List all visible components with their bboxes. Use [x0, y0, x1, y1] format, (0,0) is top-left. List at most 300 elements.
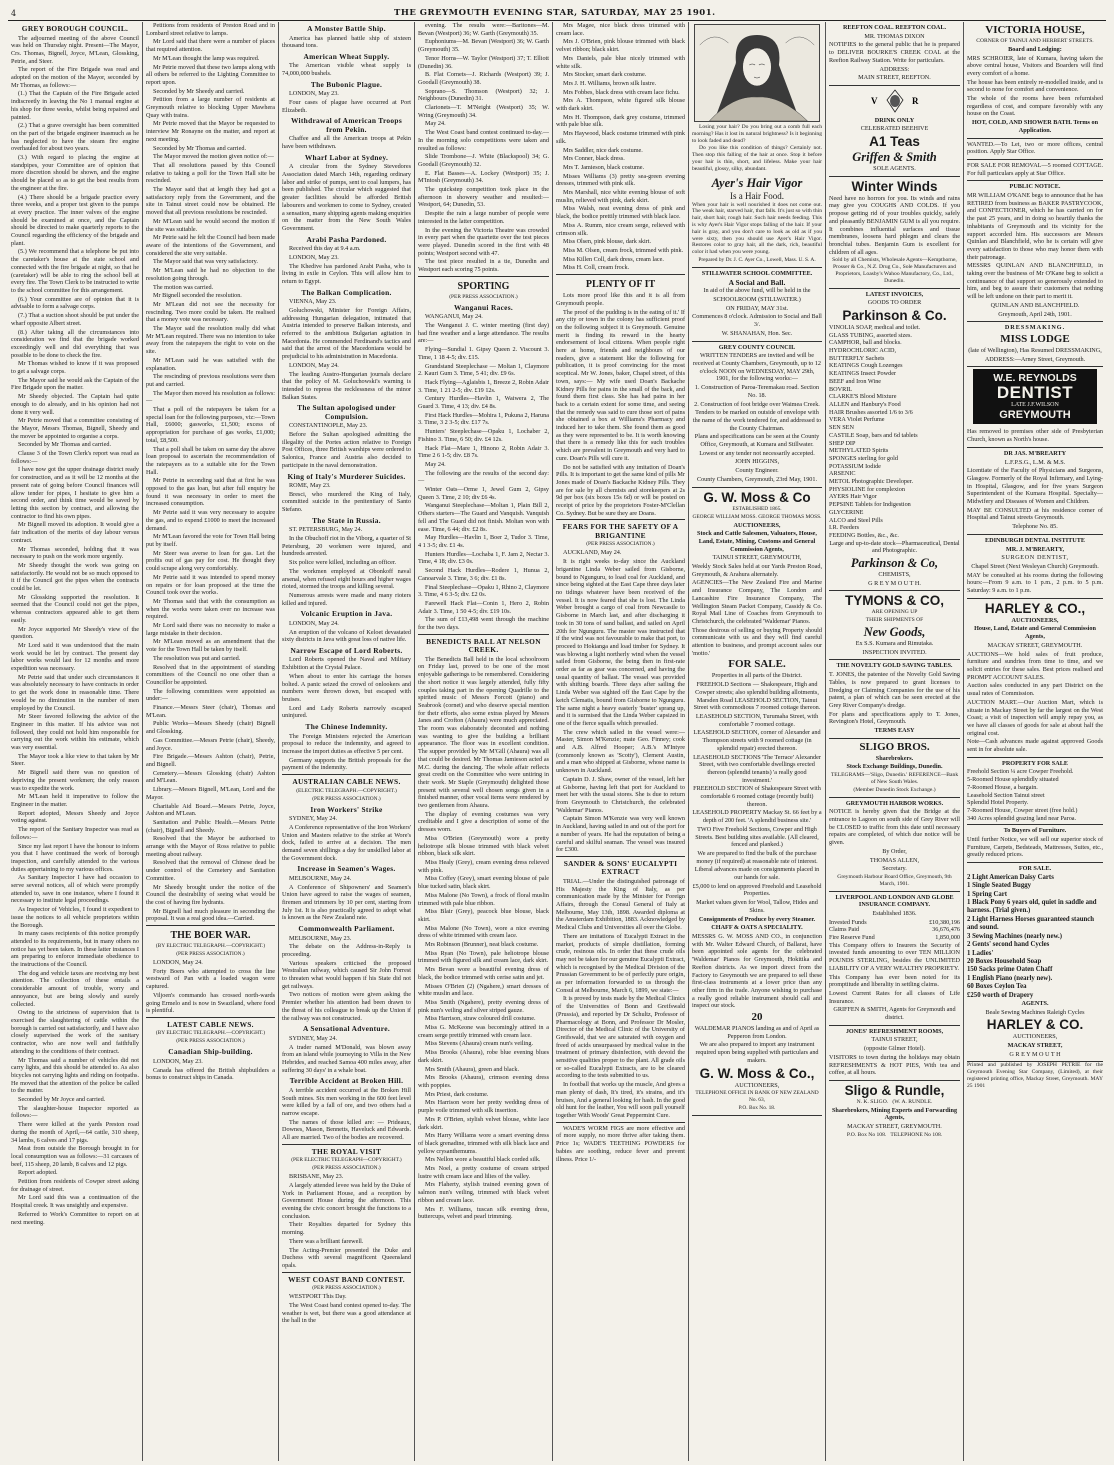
paragraph: Clause 3 of the Town Clerk's report was read as follows:—	[11, 450, 139, 465]
paragraph: That a poll shall be taken on same day the above loan proposal to ascertain the recommendation of the ratepayers as to a suitable site for the Town Hall.	[146, 445, 275, 476]
paragraph: TRIAL.—Under the distinguished patronage of His Majesty the King of Italy, as per communication made by the Minister for Foreign Affairs, through the Consul General of Italy at Melbourne, May 13th, 1898. Awarded diploma at the Amsterdam Exhibition, 1883. Acknowledged by Medical Clubs and Universities all over the Globe.	[556, 877, 685, 932]
paragraph: Lord and Lady Roberts narrowly escaped uninjured.	[282, 704, 411, 720]
article-heading: Canadian Ship-building.	[168, 1047, 253, 1057]
dateline: (PER PRESS ASSOCIATION.)	[449, 293, 518, 300]
advert-title: JONES' REFRESHMENT ROOMS,	[845, 1027, 944, 1035]
advert-text: G R E Y M O U T H.	[868, 579, 921, 587]
paragraph: Mr Sheedy thought the work was going on satisfactorily. He would not be so much opposed to it if the Council got the pipes when the contracts could be let.	[11, 561, 139, 593]
article-heading: THE ROYAL VISIT	[311, 1146, 382, 1156]
article-heading: PLENTY OF IT	[585, 279, 656, 291]
article-heading: Wharf Labor at Sydney.	[304, 152, 389, 162]
product-item: VINOLIA SOAP, medical and toilet.	[829, 323, 921, 331]
sale-item: 60 Boxes Ceylon Tea	[967, 983, 1027, 991]
paragraph: Mr Bignell said there was no question of depriving the present workmen; the only reason was to expedite the work.	[11, 769, 139, 792]
paragraph: Petitions from residents of Preston Road and in Lombard street relative to lamps.	[146, 22, 275, 37]
paragraph: Resolved that the Mayor be authorised to arrange with the Mayor of Ross relative to public meeting about railway.	[146, 835, 275, 858]
funds-value: £10,380,196	[929, 918, 960, 926]
paragraph: Mrs Priest, dark costume.	[425, 1090, 489, 1098]
divider	[418, 634, 549, 635]
paragraph: When about to enter his carriage the horses bolted. A panic seized the crowd of onlookers and numbers were thrown down, but escaped with bruises.	[282, 672, 411, 703]
dateline: (BY ELECTRIC TELEGRAPH.—COPYRIGHT.)	[155, 1030, 266, 1037]
masthead	[8, 6, 1106, 21]
funds-value: 36,676,476	[932, 926, 960, 934]
article-heading: King of Italy's Murderer Suicides.	[287, 471, 406, 481]
paragraph: There were killed at the yards Preston road during the month of April,—64 cattle, 310 sheep, 34 lambs, 6 calves and 17 pigs.	[11, 1121, 139, 1144]
advert-title: LATEST INVOICES,	[865, 290, 924, 298]
paragraph: The West Coast band contest continued to-day.—In the morning solo competitions were taken and resulted as follows:	[418, 129, 549, 152]
article-heading: The Bubonic Plague.	[310, 79, 383, 89]
article-body	[556, 292, 685, 517]
divider	[282, 774, 411, 775]
paragraph: Mrs Robinson (Brunner), neat black costume.	[425, 941, 539, 949]
paragraph: Wanganui Steeplechase—Moltan 1, Plain Bill 2, Others starters—The Guard and Vanquish. Vanquish fell and The Guard did not finish. Moltan won with ease. Time, 6 44; div. £2 8s.	[418, 502, 549, 533]
advert-title: LIVERPOOL AND LONDON AND GLOBE INSURANCE COMPANY.	[835, 893, 954, 909]
dentist-sub: LATE J.F.WILSON	[1011, 402, 1059, 409]
advert-text: The whole of the rooms have been refurnished regardless of cost, and compare favorably with any house on the Coast.	[967, 95, 1103, 118]
advert-text: 1. Construction of Paroa-Teremakau road. Section No. 18.	[694, 384, 820, 399]
paragraph: The rescinding of previous resolutions were then put and carried.	[146, 373, 275, 388]
paragraph: May Hurdles—Havlin 1, Boer 2, Tudor 3. Time, 4 1 3-5; div. £1 4s.	[418, 534, 549, 549]
paragraph: Mrs Flaherty, stylish trained evening gown of salmon nun's veiling, trimmed with black velvet ribbon and cream lace.	[418, 1181, 549, 1204]
paragraph: LONDON, May 24.	[289, 361, 339, 369]
paragraph: LONDON, May 23.	[153, 1057, 203, 1065]
advert-subtitle: AUCTIONEERS,	[1011, 616, 1059, 624]
sale-item: 1 Ladies'	[967, 949, 994, 957]
product-item: BOVRIL	[829, 385, 853, 393]
advert-text: AUCTION MART.—Our Auction Mart, which is situate in Mackay Street by far the largest on the West Coast; a visit of inspection will amply repay you, as we have all classes of goods for sale at about half the original cost.	[967, 698, 1103, 737]
hair-vigor-illustration	[694, 24, 820, 122]
paragraph: Mr Petrie said it was very necessary to acquire the gas, and to expend £1000 to meet the increased demand.	[146, 509, 275, 532]
winds-advert	[829, 177, 960, 289]
advert-text: By Order,	[882, 847, 907, 855]
page-number: 4	[11, 8, 17, 18]
article-heading: The Chinese Indemnity.	[305, 722, 388, 732]
paragraph: Miss Ryan (No Town), pale heliotrope blouse trimmed with figured silk and cream lace, dark skirt.	[418, 949, 549, 965]
paragraph: A terrible accident occurred at the Broken Hill South mines. Six men working in the 600 feet level were killed by a fall of ore, and two others had a narrow escape.	[282, 1086, 411, 1117]
product-item: ARSENIC	[829, 470, 856, 478]
paragraph: Misses Williams (3) pretty sea-green evening dresses, trimmed with pink silk.	[556, 172, 685, 188]
paragraph: The West Coast band contest opened to-day. The weather is wet, but there was a good attendance at the hall in the	[282, 1301, 411, 1325]
advert-title: Winter Winds	[851, 178, 938, 194]
product-item: CASTILE Soap, bars and 6d tablets	[829, 431, 918, 439]
product-item: CLARKE'S Blood Mixture	[829, 393, 897, 401]
paragraph: MELBOURNE, May 23.	[289, 934, 352, 942]
paragraph: The workmen employed at Obonkoff naval arsenal, when refused eight hours and higher wages rioted, stormed the troops and killing several.	[282, 567, 411, 591]
advert-text: Telephone No. 85.	[1012, 523, 1058, 531]
paragraph: Mrs Noel, a pretty costume of cream striped lustre with cream lace and lilies of the valley.	[418, 1165, 549, 1180]
divider	[146, 925, 275, 926]
paragraph: Mr M'Lean said he would second the motion if the site was suitable.	[146, 217, 275, 233]
article-heading: LATEST CABLE NEWS.	[167, 1019, 254, 1029]
advert-text: ARE OPENING UP	[871, 609, 918, 616]
property-item: 340 Acres splendid grazing land near Paroa.	[967, 814, 1077, 822]
column-8	[964, 22, 1106, 1461]
paragraph: (7.) That a suction shoot should be put under the wharf opposite Albert street.	[11, 312, 139, 327]
advert-title: To Buyers of Furniture.	[1003, 827, 1067, 835]
article-heading: A Sensational Adventure.	[303, 1024, 390, 1034]
paragraph: Miss Walsh, neat evening dress of pink and black, the bodice prettily trimmed with black lace.	[556, 205, 685, 221]
paragraph: As Sanitary Inspector I have had occasion to serve several notices, all of which were promptly attended to, save in one instance, where I found it necessary to institute legal proceedings.	[11, 874, 139, 905]
column-6	[689, 22, 826, 1461]
paragraph: Mrs Smith (Ahaura), green and black.	[425, 1065, 519, 1073]
advert-subtitle: AGENTS.	[1021, 999, 1049, 1007]
paragraph: The Foreign Ministers rejected the American proposal to reduce the indemnity, and agreed to increase the import duties as effective 5 per cent.	[282, 732, 411, 756]
product-item: FEEDING Bottles, &c., &c.	[829, 531, 899, 539]
advert-text: P.O. Box No. 18.	[738, 1105, 776, 1112]
article-heading: Wanganui Races.	[453, 302, 514, 312]
paragraph: Fire Brigade.—Messrs Ashton (chair), Petrie, and Bignell.	[146, 753, 275, 768]
advert-text: MACKAY STREET, GREYMOUTH.	[987, 641, 1083, 649]
advert-text: (late of Wellington), Has Resumed DRESSMAKING,	[968, 347, 1102, 354]
paragraph: May 24.	[425, 120, 446, 128]
paragraph: (3.) With regard to placing the engine at standpipes, your Committee are of opinion that more discretion should be shown, and the engine should be placed so as to get the best results from the engineer at the fire.	[11, 154, 139, 192]
product-item: GLYCERINE	[829, 508, 864, 516]
reefton-advert	[829, 22, 960, 86]
sligo-rundle-advert	[829, 1081, 960, 1142]
property-item: 7-Roomed House, Cowper street (free hold.)	[967, 806, 1078, 814]
advert-text: For plans and specifications apply to T. Jones, Revington's Hotel, Greymouth.	[829, 710, 960, 726]
paragraph: Misses O'Brien (2) (Ngahere,) smart dresses of white muslin and lace.	[418, 982, 549, 998]
paragraph: Flying—Sundial 1. Gipsy Queen 2. Viscount 3. Time, 1 18 4-5; div. £15.	[418, 346, 549, 361]
property-item: 5-Roomed House splendidly situated	[967, 776, 1059, 784]
harbor-advert	[829, 798, 960, 892]
for-sale-advert	[967, 160, 1103, 181]
product-item: METOL Photographic Developer.	[829, 478, 914, 486]
paragraph: Mr Petrie said it was intended to spend money on repairs or for loan proposed at the time the Council took over the works.	[146, 573, 275, 597]
paragraph: Canada has offered the British shipbuilders a bonus to construct ships in Canada.	[146, 1066, 275, 1082]
sale-item: 2 Light Harness Horses guaranteed staunch and sound.	[967, 915, 1095, 932]
advert-text: NOTICE is hereby given that the Bridge at the entrance to Lagoon on south side of Grey River will be CLOSED to traffic from this date until necessary repairs are completed, of which due notice will be given.	[829, 808, 960, 847]
paragraph: Gas Committee.—Messrs Petrie (chair), Sheedy, and Joyce.	[146, 736, 275, 752]
paragraph: The quickstep competition took place in the afternoon in showery weather and resulted:—Westport, 64; Dunedin, 53.	[418, 186, 549, 209]
product-item: PHYSIOLINE for complexion	[829, 485, 905, 493]
paragraph: Cemetery.—Messrs Glossking (chair) Ashton and M'Lean.	[146, 769, 275, 785]
paragraph: Mr Bignell moved its adoption. It would give a fair indication of the merits of day labour versus contract.	[11, 521, 139, 544]
paragraph: Mrs Brooks (Ahaura), crimson evening dress with poppies.	[418, 1074, 549, 1089]
paragraph: Hunters' Steeplechase—Opaku 1, Lochaber 2, Fishino 3. Time, 6 50; div. £4 12s.	[418, 428, 549, 443]
dateline: (PER PRESS ASSOCIATION.)	[312, 1165, 381, 1172]
paragraph: The following are the results of the second day:—	[418, 469, 549, 485]
column-5	[553, 22, 689, 1461]
product-item: HAIR Brushes assorted 1/6 to 3/6	[829, 408, 913, 416]
paragraph: Library.—Messrs Bignell, M'Lean, Lord and the Mayor.	[146, 786, 275, 801]
paragraph: Mrs T. Jamieson, black costume.	[563, 163, 645, 171]
advert-subtitle: CORNER OF TAINUI AND HERBERT STREETS.	[976, 38, 1094, 44]
dateline: (PER PRESS ASSOCIATION.)	[176, 1038, 245, 1045]
paper-title: THE GREYMOUTH EVENING STAR, SATURDAY, MAY 25 1901.	[394, 8, 716, 18]
paragraph: Mr Sheedy brought under the notice of the Council the desirability of seeing what would be the cost of having fire hydrants.	[146, 883, 275, 906]
paragraph: Mr Petrie in seconding said that at first he was opposed to the gas loan, but after full enquiry he found it was necessary in order to meet the increased consumption.	[146, 477, 275, 508]
product-item: KEATINGS Insect Powder	[829, 370, 897, 378]
advert-text: SCHOOLROOM (STILLWATER.)	[713, 296, 801, 304]
advert-text: Ex S.S. Kumara and Rimutaka.	[855, 640, 934, 648]
advert-text: (opposite Gilmer Hotel).	[863, 1045, 925, 1053]
paragraph: Despite the rain a large number of people were interested in the latter competition.	[418, 210, 549, 225]
dateline: (PER PRESS ASSOCIATION.)	[312, 795, 381, 802]
product-item: BUTTERFLY Sachets	[829, 354, 885, 362]
paragraph: It is proved by tests made by the Medical Clinics of the Universities of Bonn and Greifswald (Prussia), and reported by Dr Schultz, Professor of Pharmacology at Bonn, and Professor Dr Mosler, Director of the Medical Clinic of the University of Greifswald, that we are saturated with oxygen and freed of acids unsurpassed by medical value in the treatment of primary disinfection, with devoid the sensitive qualities proper to the plant. All grade oils or so-called Eucalypti Extracts, are to be cleared according to the tests submitted to us.	[556, 995, 685, 1080]
paragraph: That a poll of the ratepayers be taken for a special loan for the following purposes, viz:—Town Hall, £6000; gasworks, £1,500; excess of appropriation for purchase of gas works, £1,000; total, £8,500.	[146, 406, 275, 444]
sale-item: 3 Sewing Machines (nearly new.)	[967, 932, 1062, 940]
paragraph: Lord Roberts opened the Naval and Military Exhibition at the Crystal Palace.	[282, 656, 411, 672]
property-item: Splendid Hotel Property.	[967, 799, 1029, 807]
paragraph: An eruption of the volcano of Keloet devastated sixty districts in Java with great loss of native life.	[282, 628, 411, 644]
paragraph: The Mayor said that at length they had got a satisfactory reply from the Government, and the site in Tainui street could now be obtained. He moved that all previous resolutions be rescinded.	[146, 186, 275, 217]
article-body	[282, 1293, 411, 1325]
advert-text: AUCTIONS—We hold sales of fruit produce, furniture and sundries from time to time, and we solicit entries for these sales. Best prices realised and PROMPT ACCOUNT SALES.	[967, 650, 1103, 681]
advert-subtitle: CHAFF & OATS A SPECIALITY.	[711, 924, 803, 932]
paragraph: Tenor Horns—W. Taylor (Westport) 37; T. Elliott (Dunedin) 36.	[418, 54, 549, 70]
paragraph: The Khedive has pardoned Arabi Pasha, who is living in exile in Ceylon. This will allow him to return to Egypt.	[282, 262, 411, 285]
advert-text: INSPECTION INVITED.	[862, 648, 927, 656]
paragraph: Mrs Conner, black dress.	[563, 155, 625, 163]
advert-text: This Company has ever been noted for its promptitude and liberality in settling claims.	[829, 973, 960, 989]
paragraph: Mr Thomas said a number of vehicles did not carry lights, and this should be attended to. As also bicycles not carrying lights and riding on footpaths. He moved that the attention of the police be called to the matter.	[11, 1056, 139, 1095]
cable-news	[282, 25, 411, 772]
advert-text: Until further Notice, we will sell our superior stock of Furniture, Carpets, Bedsteads, Mattresses, Suites, etc., greatly reduced prices.	[967, 836, 1103, 859]
paragraph: The adjourned meeting of the above Council was held on Thursday night. Present—The Mayor, Crs. Thomas, Bignell, Joyce, M'Lean, Glossking, Petrie, and Steer.	[11, 34, 139, 65]
advert-text: MAY be consulted at his rooms during the following hours:—From 9 a.m. to 1 p.m., 2 p.m. to 5 p.m. Saturday: 9 a.m. to 1 p.m.	[967, 571, 1103, 595]
paragraph: (2.) That a grave oversight has been committed on the part of the brigade engineer inasmuch as he has neglected to have the steam fire engine overhauled for about two years.	[11, 122, 139, 153]
paragraph: Miss Stevens (Ahaura) cream nun's veiling.	[425, 1040, 533, 1048]
beehive-logo-icon	[865, 88, 925, 114]
paragraph: Germany supports the British proposals for the payment of the indemnity.	[282, 756, 411, 772]
advert-text: MACKAY STREET, GREYMOUTH.	[847, 1123, 942, 1131]
funds-row	[829, 934, 960, 942]
advert-sign: JOHN HIGGINS,	[734, 458, 780, 466]
po-box: P.O. Box No 108.	[846, 1131, 887, 1138]
advert-text: MESSRS G. W. MOSS AND CO., in conjunction with Mr. Walter Edward Church, of Ballarat, have been appointed sole agents for the celebrated 'Waldemar' Pianos for Greymouth, Hokitika and Reefton districts. As we import direct from the Factory to Greymouth we are prepared to sell these first-class instruments at a lower price than any other firm in the trade. Anyone wishing to purchase a really good reliable instrument should call and inspect our stock.	[692, 932, 822, 1010]
paragraph: Owing to the strictness of supervision that is exercised the slaughtering of cattle within the borough is carried out satisfactorily, and I have also closely supervised the work of the sanitary contractor, who are now well and faithfully attending to the conditions of their contract.	[11, 1009, 139, 1055]
paragraph: I have now got the upper drainage district ready for construction, and as it will be 12 months at the present rate of going before Council finances will allow tender for pipes, I hesitate to give him a second order, and think time would be saved by letting this section by contract, and allowing the contractor to find his own pipes.	[11, 466, 139, 520]
paragraph: Mrs Harry Williams wore a smart evening dress of black grenadine, trimmed with silk black lace and yellow crysanthemums.	[418, 1132, 549, 1155]
article-heading: Terrible Accident at Broken Hill.	[289, 1076, 404, 1086]
advert-sign: W. SHANAHAN, Hon. Sec.	[721, 329, 793, 337]
paragraph: LONDON, May 24.	[153, 959, 203, 967]
paragraph: Mr Thomas seconded, holding that it was necessary to push on the work more urgently.	[11, 545, 139, 561]
sale-item: 150 Sacks prime Oaten Chaff	[967, 966, 1053, 974]
paragraph: Slide Trombone—J. White (Blackspool) 34; G. Goodall (Greymouth) 32.	[418, 153, 549, 168]
paragraph: The display of evening costumes was very creditable and I give a description of some of the dresses worn.	[418, 810, 549, 834]
paragraph: Viljoen's commando has crossed north-wards going Ermelo and is now in Swaziland, where food is plentiful.	[146, 991, 275, 1015]
paragraph: Public Works—Messrs Sheedy (chair) Bignell and Glossking.	[146, 720, 275, 736]
telephone: TELEPHONE No 108.	[890, 1131, 943, 1138]
paragraph: A trader named M'Donald, was blown away from an island while journeying to Villa in the New Hebrides, and reached Samoa 400 miles away, after suffering 30 days' in a whale boat.	[282, 1043, 411, 1074]
advert-text: THEIR SHIPMENTS OF	[865, 617, 924, 624]
paragraph: Before the Sultan apologised admitting the illegality of the Portes action relative to Foreign Post Offices, three British warships were ordered to Salonica, France and Austria also decided to participate in the naval demonstration.	[282, 431, 411, 469]
paragraph: Seconded by Mr Sheedy and carried.	[153, 87, 245, 95]
wanted-advert	[967, 139, 1103, 160]
article-body	[146, 959, 275, 1015]
paragraph: The test piece resulted in a tie, Dunedin and Westport each scoring 75 points.	[418, 258, 549, 274]
paragraph: Century Hurdles—Havlin 1, Waiwera 2, The Guard 3. Time, 4 13; div. £4 8s.	[418, 395, 549, 411]
advert-subtitle: SURGEON DENTIST,	[1001, 554, 1069, 562]
paragraph: Charitable Aid Board.—Messrs Petrie, Joyce, Ashton and M'Lean.	[146, 802, 275, 818]
advert-text: Lowest Current Rates for all classes of Life Insurance.	[829, 989, 960, 1005]
advert-subtitle: GOODS TO ORDER	[867, 299, 922, 307]
paragraph: Chaffee and all the American troops at Pekin have been withdrawn.	[282, 135, 411, 151]
paragraph: Goluchowski, Minister for Foreign Affairs, addressing Hungarian delegation, intimated that Austria intended to preserve Balkan interests, and referred to the ambitious Bulgarian agitation in Macedonia. He commended Ferdinand's tactics and said that the arrest of the Macedonians would be prejudicial to his administration in Macedonia.	[282, 306, 411, 361]
paragraph: Various speakers criticised the proposed Westralian railway, which caused Sir John Forrest to threaten what would happen if his State did not get railways.	[282, 959, 411, 990]
paragraph: B. Flat Cornets—J. Richards (Westport) 39; J. Goodall (Greymouth) 38.	[418, 71, 549, 86]
advert-text: Properties in all parts of the District.	[711, 672, 803, 680]
advert-text: FOR SALE FOR REMOVAL—5 roomed COTTAGE. For full particulars apply at Star Office.	[967, 161, 1103, 177]
paragraph: The Benedicts Ball held in the local schoolroom on Friday last, proved to be one of the most enjoyable gatherings to be remembered. Considering the short notice it was largely attended, fully fifty couples taking part in the opening Quadrille to the spirited music of Messrs Forcott (piano) and Seabrook (cornet) and who deserve special mention for their efforts, also some extras played by Messrs Janes and Crofton (Ahaura) were much appreciated. The room was elaborately decorated and nothing was wanting to give the building a brilliant appearance. The floor was in excellent condition. The supper provided by Mr M'Gill (Ahaura) was all that could be desired. Mr Thomas Jamieson acted as M.C. during the dancing. The whole affair reflects great credit on the Committee who were untiring in their work. Mr Staple (Greymouth) delighted those present with several well chosen songs given in a finished manner, other vocal items were rendered by two gentlemen from Ahaura.	[418, 655, 549, 810]
advert-text: AGENCIES—The New Zealand Fire and Marine and Insurance Company, The London and Lancashire Fire Insurance Company, The Wellington Steam Packet Company, Cassidy & Co. Royal Mail Line of Coaches from Greymouth to Christchurch, the celebrated 'Waldemar' Pianos.	[692, 579, 822, 625]
paragraph: The names of those killed are: — Prideaux, Downes, Mason, Bennetts, Haveluck and Edwards. All are married. Two of the bodies are recovered.	[282, 1118, 411, 1142]
paragraph: Mr Lord said that there were a number of places that required attention.	[146, 38, 275, 54]
paragraph: Mrs Saddler, nice dark costume.	[563, 146, 643, 154]
paragraph: A circular from the Sydney Stevedores Association dated March 14th, regarding ordinary labor and strike of pumps, sent to coal lumpers, has been published. The circular which suggested that greater facilities should be afforded British labourers and workmen to come to Sydney, created a sensation, many shipping agents making enquiries on the matter from the New South Wales Government.	[282, 163, 411, 232]
article-body	[418, 313, 549, 631]
brand-name: TYMONS & CO,	[844, 593, 944, 609]
paragraph: The crew which sailed in the vessel were:—Master, Simon M'Kenzie; mate Geo. Finney; cook and A.B. Alfred Hooper; A.B.'s M'Intyre (commonly known as 'Scotty'), Clement Austin, and a man who shipped at Gisborne, whose name is unknown in Auckland.	[556, 728, 685, 775]
liverpool-advert	[829, 892, 960, 1026]
product-item: BEEF and Iron Wine	[829, 377, 882, 385]
paragraph: VIENNA, May 23.	[289, 298, 337, 306]
advert-text: Plans and specifications can be seen at the County Office, Greymouth, at Kumara and Stillwater.	[694, 433, 820, 449]
paragraph: The report of the Sanitary Inspector was read as follows:—	[11, 826, 139, 841]
paragraph: The Mayor said the resolution really did what Mr M'Lean required. There was no intention to take away from the ratepayers the right to vote on the site.	[146, 325, 275, 356]
advert-title: STILLWATER SCHOOL COMMITTEE.	[701, 269, 813, 277]
paragraph: SYDNEY, May 24.	[289, 815, 338, 823]
article-heading: Commonwealth Parliament.	[298, 924, 395, 934]
property-item: 7-Roomed House, a bargain.	[967, 783, 1038, 791]
advert-text: SOLE AGENTS.	[873, 165, 916, 173]
advert-text: MR WILLIAM O'KANE begs to announce that he has RETIRED from business as BAKER PASTRYCOOK, and CONFECTIONER, which he has carried on for the past 25 years, and in doing so heartily thanks the inhabitants of Greymouth and its vicinity for the support accorded him. His successors are Messrs Quinlan and Blanchfield, who he is certain will give every satisfaction to those who may honor them with their patronage.	[967, 192, 1103, 261]
paragraph: evening. The results were:—Baritones—M. Bevan (Westport) 36; W. Garth (Greymouth) 35.	[418, 22, 549, 37]
paragraph: WANGANUI, May 24.	[425, 313, 483, 321]
article-body	[556, 549, 685, 853]
article-heading: Increase in Seamen's Wages.	[297, 864, 396, 874]
paragraph: Mr Thomas wished to know if it was proposed to get a salvage corps.	[11, 360, 139, 376]
paragraph: The Wanganui J. C. winter meeting (first day) had fine weather and a large attendance. The results are:—	[418, 322, 549, 345]
paragraph: AUCKLAND, May 24.	[563, 549, 622, 557]
advert-text: TAINUI STREET,	[871, 1036, 918, 1044]
paragraph: Mr Sheedy objected. The Captain had quite enough to do already, and in his opinion had not done it very well.	[11, 393, 139, 416]
dateline: (PER PRESS ASSOCIATION.)	[586, 541, 655, 548]
paragraph: Mr Petrie moved that a committee consisting of the Mayor, Messrs Thomas, Bignell, Sheedy and the mover be appointed to organise a corps.	[11, 417, 139, 440]
paragraph: The motion was carried.	[153, 283, 214, 291]
article-heading: WEST COAST BAND CONTEST.	[288, 1274, 405, 1284]
paragraph: Report adopted, Messrs Sheedy and Joyce voting against.	[11, 809, 139, 825]
article-body	[556, 22, 685, 272]
cable-news	[282, 806, 411, 1142]
paragraph: Mrs Harrison wore her pretty wedding dress of purple voile trimmed with silk insertion.	[418, 1099, 549, 1115]
paragraph: BRISBANE, May 23.	[289, 1173, 344, 1181]
brand-name: A1 Teas	[869, 134, 920, 150]
advert-sign: County Engineer.	[735, 467, 779, 475]
paragraph: Miss A. Rumm, nice cream serge, relieved with crimson silk.	[556, 221, 685, 237]
article-body	[146, 22, 275, 923]
paragraph: Resolved that the removal of Chinese dead be under control of the Cemetery and Sanitation Committee.	[146, 859, 275, 882]
advert-text: HOT, COLD, AND SHOWER BATH. Terms on Application.	[971, 119, 1099, 134]
product-item: VERA Violet Perfume	[829, 416, 885, 424]
dateline: (PER PRESS ASSOCIATION.)	[312, 1285, 381, 1292]
paragraph: Mrs Nellon wore a beautiful black corded silk.	[425, 1156, 541, 1164]
victoria-house-advert	[967, 22, 1103, 139]
paragraph: Mrs Stocker, smart dark costume.	[563, 71, 647, 79]
paragraph: Resolved that in the appointment of standing committees of the Council no one other than a Councillor be appointed.	[146, 663, 275, 686]
advert-title: DR JAS. M'BREARTY	[1003, 449, 1067, 457]
article-heading: Narrow Escape of Lord Roberts.	[290, 645, 403, 655]
advert-text: VISITORS to town during the holidays may obtain REFRESHMENTS & HOT PIES, With tea and coffee, at all hours.	[829, 1053, 960, 1077]
advert-title: EDINBURGH DENTAL INSTITUTE	[985, 536, 1085, 544]
article-heading: The State in Russia.	[312, 515, 381, 525]
advert-text: MAIN STREET, REEFTON.	[858, 74, 931, 82]
advert-number: 20	[751, 1011, 763, 1024]
advert-text: Beale Sewing Machines Raleigh Cycles	[985, 1008, 1085, 1016]
funds-value: 1,850,000	[935, 934, 960, 942]
paragraph: Mrs J. O'Brien, pink blouse trimmed with black velvet ribbon; black skirt.	[556, 38, 685, 54]
paragraph: A Conference representative of the Iron Workers' Union and Masters relative to the strike at Wore's dock, failed to arrive at a decision. The men demand seven shillings a day for unskilled labor at the Government dock.	[282, 823, 411, 862]
product-list	[829, 324, 960, 540]
paragraph: Final Steeplechase—Opaku 1, Rhino 2, Claymore 3. Time, 4 6 3-5; div. £2 0s.	[418, 583, 549, 599]
advert-subtitle: ESTABLISHED 1865.	[732, 505, 782, 512]
advert-text: Market values given for Wool, Tallow, Hides and Skins.	[696, 899, 818, 914]
advert-text: Sold by all Chemists, Wholesale Agents—Kempthorne, Prosser & Co., N.Z. Drug Co., Sole Manufacturers and Proprietors, Loasby's Wahoo Manufactory, Co., Ltd., Dunedin.	[832, 257, 957, 284]
advert-text: House, Land, Estate and General Commission Agents,	[974, 625, 1096, 641]
article-heading: BENEDICTS BALL AT NELSON CREEK.	[426, 636, 541, 655]
advert-text: Losing your hair? Do you bring out a comb full each morning? Has it lost its natural brightness? Is it beginning to look faded and dead?	[692, 124, 822, 144]
paragraph: The following committees were appointed as under:—	[146, 687, 275, 703]
dateline: (ELECTRIC TELEGRAPH.—COPYRIGHT.)	[296, 787, 397, 794]
county-advert	[692, 342, 822, 488]
paragraph: The slaughter-house Inspector reported as follows:—	[11, 1104, 139, 1120]
paragraph: The resolution was put and carried.	[153, 654, 241, 662]
advert-text: TELEGRAMS—'Sligo, Dunedin.' REFERENCE—Bank of New South Wales.	[830, 772, 959, 785]
advert-subtitle: MISS LODGE	[1000, 333, 1070, 345]
advert-text: ADDRESS:—Arney Street, Greymouth.	[984, 355, 1086, 363]
advert-text: When your hair is well nourished it does not come out. The weak hair, starved hair, that falls. It's just so with thin hair, short hair, rough hair. Such hair needs feeding. This is why Ayer's Hair Vigor stops falling of the hair. If your hair is gray, and you don't care to look as old as if you were sixty, then you should use Ayer's Hair Vigor. Restores color to gray hair, all the dark, rich, beautiful color it had when you were young.	[692, 201, 822, 256]
paragraph: Mr Lord said there was no necessity to make a large mistake in their decision.	[146, 622, 275, 637]
advert-text: MACKAY STREET,	[1007, 1042, 1063, 1050]
paragraph: Euphoniums—M. Bevan (Westport) 36; W. Garth (Greymouth) 35.	[418, 38, 549, 54]
paragraph: Miss Blair (Grey), peacock blue blouse, black skirt.	[418, 908, 549, 923]
advert-text: T. JONES, the patentee of the Novelty Gold Saving Tables, is now prepared to grant licenses to Dredging or Claiming Companies for the use of his patent, a plan of which can be seen erected at the Grey River Company's dredge.	[829, 671, 960, 709]
paragraph: Mr M'Lean favored the vote for Town Hall being put by itself.	[146, 533, 275, 548]
advert-text: 2. Construction of foot bridge over Waimea Creek.	[694, 400, 820, 408]
advert-text: Weekly Stock Sales held at our Yards Preston Road, Greymouth, & Arahura alternately.	[692, 563, 822, 578]
paragraph: Hack Flying—Aglaisbis 1, Breeze 2, Robin Adair 3. Time, 1 21 2-5; div. £19 12s.	[418, 378, 549, 394]
advert-subtitle: AUCTIONEERS,	[734, 1081, 780, 1089]
paragraph: Referred to Work's Committee to report on at next meeting.	[11, 1210, 139, 1226]
advert-title: HARLEY & CO.,	[984, 600, 1086, 616]
advert-text: TWO Five Freehold Sections, Cowper and High Streets. Best building sites available. (All cleared, fenced and planked.)	[695, 825, 819, 849]
product-item: METHYLATED Spirits	[829, 447, 889, 455]
advert-title: FOR SALE.	[1018, 865, 1052, 873]
paragraph: Mrs Fobbes, black dress with cream lace fichu.	[563, 88, 680, 96]
product-item: ALLEN and Hanbury's Food	[829, 400, 901, 408]
sale-item: 1 Spring Cart	[967, 890, 1008, 898]
paragraph: E. Flat Basses—A. Lockey (Westport) 35; J. M'Intosh (Greymouth) 34.	[418, 169, 549, 185]
paragraph: (8.) After taking all the circumstances into consideration we find that the brigade worked exceedingly well and did everything that was possible to be done to check the fire.	[11, 328, 139, 359]
paragraph: Mrs H. Thompson, dark grey costume, trimmed with pale blue silk.	[556, 113, 685, 129]
advert-text: MESSRS QUINLAN AND BLANCHFIELD, in taking over the business of Mr O'Kane beg to solicit a continuance of that support so generously extended to him, and beg to assure their customers that nothing will be left undone on their part to merit it.	[967, 262, 1103, 301]
harley-advert	[967, 599, 1103, 758]
advert-text: ON FRIDAY, MAY 31st.	[725, 304, 789, 312]
divider	[556, 856, 685, 857]
paragraph: Mr Bignell seconded the resolution.	[153, 292, 242, 300]
furniture-advert	[967, 825, 1103, 863]
paragraph: The proof of the pudding is in the eating of it.' If any city or town in the colony has sufficient proof on the following subject it is Greymouth. Genuine merit is finding its reward in the hearty endorsement of local citizens. When people right here at home, friends and neighbours of our readers, give a statement like the following for publication, it is proof convincing for the most sceptical. Mr W. Jones, baker, Chapel street, of this town, says:— My wife used Doan's Backache Kidney Pills for pains in the small of the back, and found them first class. She has had pains in her back to a certain extent for some time, and seeing that the remedy was said to cure those sort of pains she obtained a box at Williams's Pharmacy and induced her to take them. She found them as good as they were represented to be. It is worth knowing that there is a remedy like this for such troubles which are prevalent in Greymouth and very hard to cure. Doan's Pills will cure it.	[556, 308, 685, 462]
paragraph: Grandstand Steeplechase — Moltan 1, Claymore 2. Kauri Gum 3. Time, 5 41; div. £9 6s.	[418, 362, 549, 378]
funds-table	[829, 919, 960, 942]
paragraph: Six police were killed, including an officer.	[289, 559, 397, 567]
paragraph: Mr Steer favored following the advice of the Engineer in this matter. If his advice was not followed, they could not hold him responsible for carrying out the work within his estimate, which was very essential.	[11, 713, 139, 752]
paragraph: Miss G. McKeone was becomingly attired in a cream serge prettily trimmed with cream lace.	[418, 1024, 549, 1039]
paragraph: Mr Lord said it was understood that the main work would be let by contract. The present day labor works would last for 12 months and more expedition was necessary.	[11, 641, 139, 673]
